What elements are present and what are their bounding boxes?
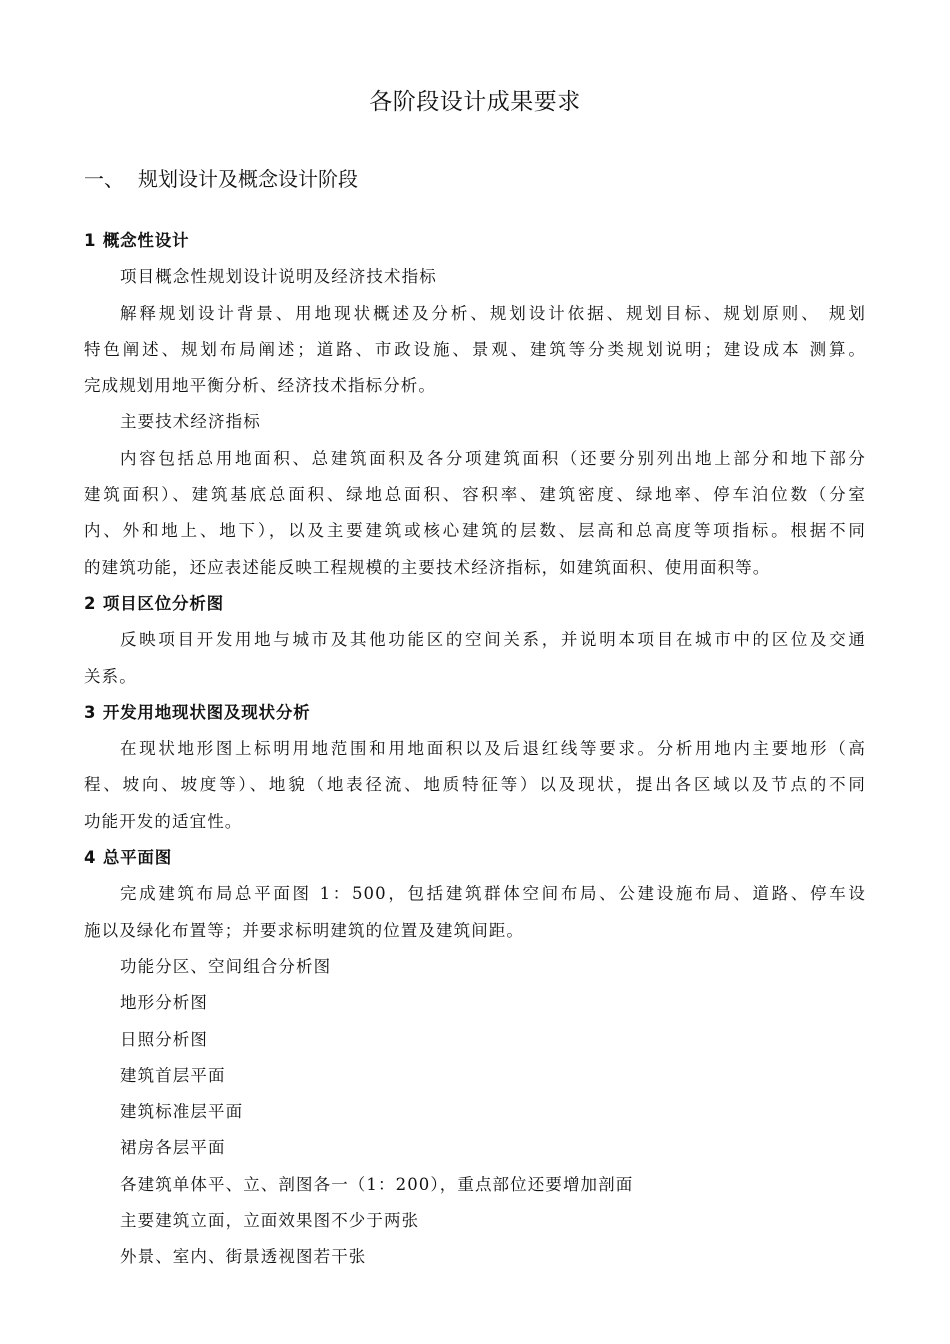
document-body [84, 223, 866, 1276]
paragraph-line: 施以及绿化布置等；并要求标明建筑的位置及建筑间距。 [84, 920, 524, 940]
paragraph-line: 程、坡向、坡度等）、地貌（地表径流、地质特征等）以及现状，提出各区域以及节点的不同 [84, 775, 866, 795]
paragraph-line: 在现状地形图上标明用地范围和用地面积以及后退红线等要求。分析用地内主要地形（高 [120, 739, 866, 759]
section-number: 一、 [84, 167, 124, 191]
list-item: 外景、室内、街景透视图若干张 [120, 1247, 367, 1267]
list-item: 日照分析图 [120, 1029, 208, 1049]
paragraph-line: 的建筑功能，还应表述能反映工程规模的主要技术经济指标，如建筑面积、使用面积等。 [84, 557, 771, 577]
list-item: 功能分区、空间组合分析图 [120, 956, 332, 976]
paragraph-line: 完成建筑布局总平面图 1：500，包括建筑群体空间布局、公建设施布局、道路、停车设 [120, 884, 866, 904]
subheading-location-analysis: 2 项目区位分析图 [84, 593, 224, 613]
section-title: 规划设计及概念设计阶段 [138, 167, 358, 191]
paragraph-line: 特色阐述、规划布局阐述；道路、市政设施、景观、建筑等分类规划说明；建设成本 测算。 [84, 339, 866, 359]
paragraph-line: 内容包括总用地面积、总建筑面积及各分项建筑面积（还要分别列出地上部分和地下部分 [120, 448, 866, 468]
paragraph-line: 项目概念性规划设计说明及经济技术指标 [120, 267, 437, 287]
paragraph-line: 解释规划设计背景、用地现状概述及分析、规划设计依据、规划目标、规划原则、 规划 [120, 303, 866, 323]
subheading-site-status: 3 开发用地现状图及现状分析 [84, 702, 311, 722]
paragraph-line: 完成规划用地平衡分析、经济技术指标分析。 [84, 376, 436, 396]
list-item: 主要建筑立面，立面效果图不少于两张 [120, 1211, 420, 1231]
list-item: 地形分析图 [120, 993, 208, 1013]
paragraph-line: 关系。 [84, 666, 137, 686]
paragraph-line: 建筑面积）、建筑基底总面积、绿地总面积、容积率、建筑密度、绿地率、停车泊位数（分室 [84, 485, 866, 505]
paragraph-line: 功能开发的适宜性。 [84, 811, 243, 831]
paragraph-line: 反映项目开发用地与城市及其他功能区的空间关系，并说明本项目在城市中的区位及交通 [120, 630, 866, 650]
subheading-site-plan: 4 总平面图 [84, 848, 173, 868]
section-heading [84, 161, 358, 197]
list-item: 建筑标准层平面 [120, 1102, 244, 1122]
list-item: 建筑首层平面 [120, 1065, 226, 1085]
paragraph-line: 内、外和地上、地下），以及主要建筑或核心建筑的层数、层高和总高度等项指标。根据不同 [84, 521, 866, 541]
paragraph-line: 主要技术经济指标 [120, 412, 261, 432]
list-item: 各建筑单体平、立、剖图各一（1：200），重点部位还要增加剖面 [120, 1174, 634, 1194]
document-title: 各阶段设计成果要求 [369, 89, 581, 115]
subheading-concept-design: 1 概念性设计 [84, 231, 190, 250]
list-item: 裙房各层平面 [120, 1138, 226, 1158]
